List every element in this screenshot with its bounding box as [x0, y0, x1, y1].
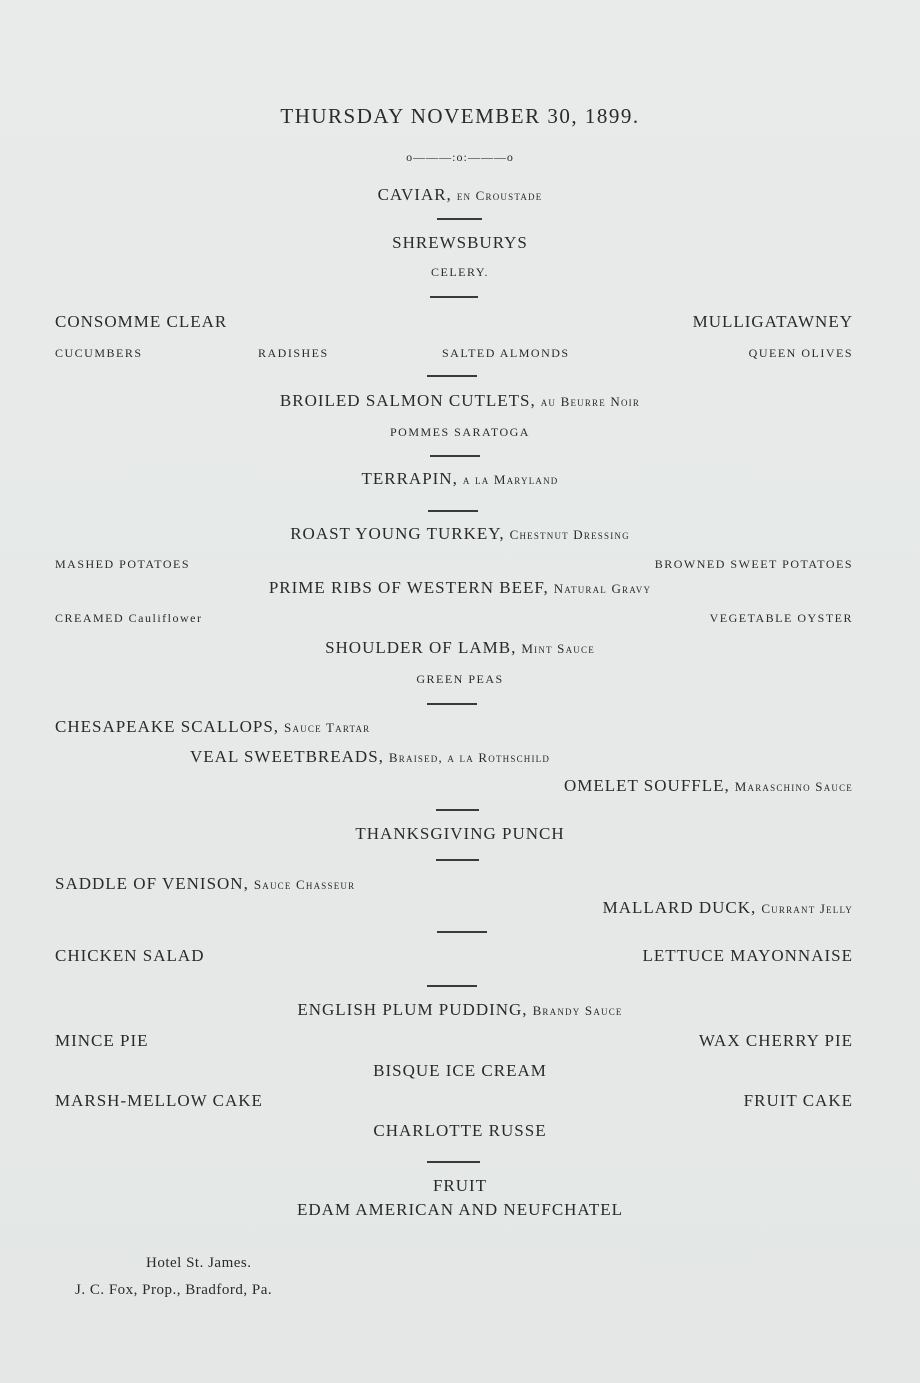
- course-turkey: ROAST YOUNG TURKEY, Chestnut Dressing: [290, 524, 630, 543]
- dessert-charlotte: CHARLOTTE RUSSE: [373, 1121, 547, 1140]
- divider: [430, 455, 480, 457]
- course-punch: THANKSGIVING PUNCH: [355, 824, 565, 843]
- dessert-bisque: BISQUE ICE CREAM: [373, 1061, 547, 1080]
- salad-lettuce: LETTUCE MAYONNAISE: [642, 946, 853, 965]
- divider: [437, 931, 487, 933]
- relish-radishes: RADISHES: [258, 346, 329, 360]
- divider: [436, 859, 479, 861]
- course-veal: VEAL SWEETBREADS, Braised, a la Rothschild: [190, 747, 551, 766]
- course-celery: CELERY.: [431, 265, 489, 279]
- ornament-divider: o———:o:———o: [406, 150, 514, 164]
- course-duck: MALLARD DUCK, Currant Jelly: [602, 898, 853, 917]
- course-scallops: CHESAPEAKE SCALLOPS, Sauce Tartar: [55, 717, 371, 736]
- divider: [437, 218, 482, 220]
- side-peas: GREEN PEAS: [416, 672, 504, 686]
- divider: [427, 1161, 480, 1163]
- relish-almonds: SALTED ALMONDS: [442, 346, 570, 360]
- divider: [428, 510, 478, 512]
- divider: [427, 375, 477, 377]
- course-venison: SADDLE OF VENISON, Sauce Chasseur: [55, 874, 356, 893]
- course-lamb: SHOULDER OF LAMB, Mint Sauce: [325, 638, 595, 657]
- divider: [436, 809, 479, 811]
- course-caviar: CAVIAR, en Croustade: [377, 185, 543, 204]
- soup-consomme: CONSOMME CLEAR: [55, 312, 228, 331]
- side-oyster: VEGETABLE OYSTER: [709, 611, 853, 625]
- divider: [430, 296, 478, 298]
- side-cauliflower: CREAMED Cauliflower: [55, 611, 203, 625]
- course-terrapin: TERRAPIN, a la Maryland: [361, 469, 559, 488]
- course-omelet: OMELET SOUFFLE, Maraschino Sauce: [563, 776, 853, 795]
- course-salmon: BROILED SALMON CUTLETS, au Beurre Noir: [279, 391, 641, 410]
- relish-olives: QUEEN OLIVES: [748, 346, 853, 360]
- course-shrewsburys: SHREWSBURYS: [392, 233, 528, 252]
- course-fruit: FRUIT: [432, 1176, 488, 1195]
- relish-cucumbers: CUCUMBERS: [55, 346, 143, 360]
- course-pudding: ENGLISH PLUM PUDDING, Brandy Sauce: [297, 1000, 623, 1019]
- menu-date: THURSDAY NOVEMBER 30, 1899.: [280, 104, 640, 128]
- salad-chicken: CHICKEN SALAD: [55, 946, 205, 965]
- divider: [427, 703, 477, 705]
- dessert-fruitcake: FRUIT CAKE: [743, 1091, 853, 1110]
- dessert-cherry: WAX CHERRY PIE: [698, 1031, 853, 1050]
- side-browned: BROWNED SWEET POTATOES: [654, 557, 853, 571]
- course-beef: PRIME RIBS OF WESTERN BEEF, Natural Gravy: [268, 578, 652, 597]
- hotel-name: Hotel St. James.: [146, 1255, 252, 1271]
- soup-mulligatawney: MULLIGATAWNEY: [692, 312, 853, 331]
- course-cheese: EDAM AMERICAN AND NEUFCHATEL: [297, 1200, 623, 1219]
- dessert-mince: MINCE PIE: [55, 1031, 149, 1050]
- divider: [427, 985, 477, 987]
- course-pommes: POMMES SARATOGA: [390, 425, 530, 439]
- side-mashed: MASHED POTATOES: [55, 557, 190, 571]
- proprietor-line: J. C. Fox, Prop., Bradford, Pa.: [75, 1282, 273, 1298]
- dessert-marsh: MARSH-MELLOW CAKE: [55, 1091, 263, 1110]
